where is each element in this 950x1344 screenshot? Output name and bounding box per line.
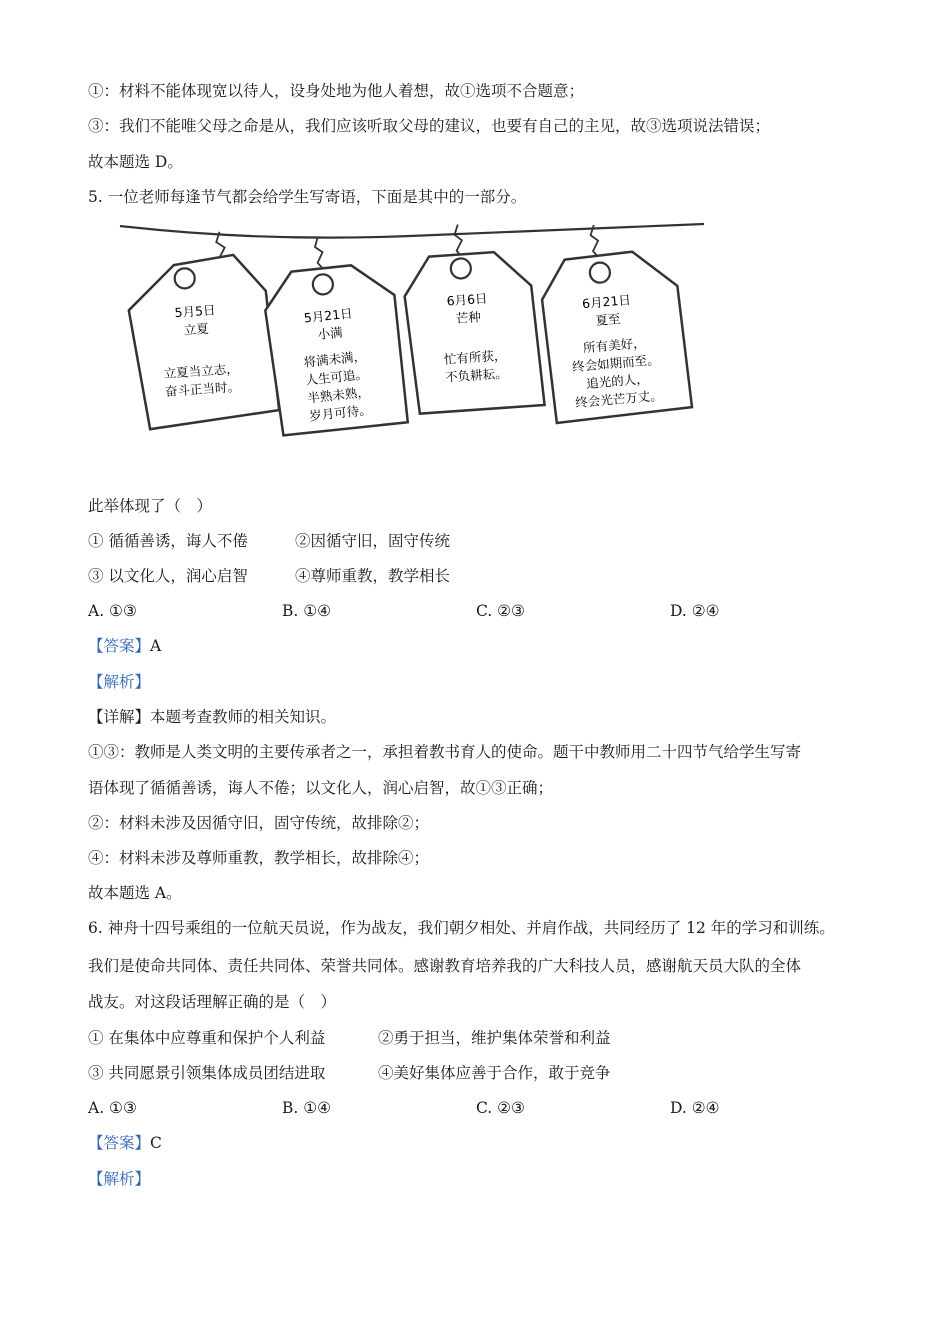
tag-4-date: 6月21日 — [581, 292, 632, 312]
tag-1-line-1: 立夏当立志， — [163, 360, 240, 382]
q6-option-d[interactable]: D. ②④ — [670, 1099, 720, 1117]
q6-option-b[interactable]: B. ①④ — [282, 1099, 332, 1117]
q6-answer — [88, 1132, 162, 1154]
tag-3-line-2: 不负耕耘。 — [444, 365, 509, 385]
q5-statement-3: ③ 以文化人，润心启智 — [88, 567, 248, 585]
tag-2-date: 5月21日 — [303, 305, 354, 326]
intro-line-3: 故本题选 D。 — [88, 153, 183, 171]
q5-explanation-1: ①③：教师是人类文明的主要传承者之一，承担着教书育人的使命。题干中教师用二十四节气给学生写寄 — [88, 743, 802, 761]
q5-option-b[interactable]: B. ①④ — [282, 602, 332, 620]
q5-answer-label: 【答案】 — [88, 637, 151, 655]
q5-answer-value: A — [150, 637, 162, 655]
tag-4-line-1: 所有美好， — [582, 334, 647, 356]
q5-detail-text: 本题考查教师的相关知识。 — [150, 708, 337, 726]
q5-option-a[interactable]: A. ①③ — [88, 602, 137, 620]
q5-explanation-4: ④：材料未涉及尊师重教，教学相长，故排除④； — [88, 849, 430, 867]
tag-3-term: 芒种 — [455, 309, 482, 326]
q6-statement-1: ① 在集体中应尊重和保护个人利益 — [88, 1029, 326, 1047]
q5-statement-4: ④尊师重教，教学相长 — [295, 567, 451, 585]
intro-line-2: ③：我们不能唯父母之命是从，我们应该听取父母的建议，也要有自己的主见，故③选项说法错误； — [88, 117, 771, 135]
q5-answer — [88, 635, 161, 657]
tag-1-term: 立夏 — [183, 320, 210, 338]
intro-line-1: ①：材料不能体现宽以待人，设身处地为他人着想，故①选项不合题意； — [88, 82, 585, 100]
q6-stem-3: 战友。对这段话理解正确的是（ ） — [88, 993, 337, 1011]
q5-explanation-3: ②：材料未涉及因循守旧，固守传统，故排除②； — [88, 814, 430, 832]
q5-explanation-5: 故本题选 A。 — [88, 884, 182, 902]
tag-2-term: 小满 — [316, 324, 344, 343]
q5-stem: 5. 一位老师每逢节气都会给学生写寄语，下面是其中的一部分。 — [88, 188, 527, 206]
tag-xiazhi — [536, 218, 692, 423]
tag-xiaoman — [258, 229, 408, 436]
q6-option-c[interactable]: C. ②③ — [476, 1099, 525, 1117]
solar-term-tags-illustration — [110, 212, 710, 447]
q5-explanation-2: 语体现了循循善诱，诲人不倦；以文化人，润心启智，故①③正确； — [88, 779, 554, 797]
tag-2-line-4: 岁月可待。 — [308, 402, 373, 424]
tag-4-term: 夏至 — [594, 311, 622, 329]
q6-analysis-label: 【解析】 — [88, 1170, 151, 1188]
q5-statement-1: ① 循循善诱，诲人不倦 — [88, 532, 248, 550]
q6-option-a[interactable]: A. ①③ — [88, 1099, 137, 1117]
q5-detail-label: 【详解】 — [88, 708, 151, 726]
tag-3-date: 6月6日 — [446, 290, 488, 309]
tag-4-line-2: 终会如期而至。 — [571, 351, 661, 375]
tag-2-line-2: 人生可追。 — [304, 366, 369, 388]
tag-lixia — [124, 229, 280, 431]
q5-question: 此举体现了（ ） — [88, 497, 213, 515]
q6-statement-3: ③ 共同愿景引领集体成员团结进取 — [88, 1064, 326, 1082]
q6-statement-4: ④美好集体应善于合作，敢于竞争 — [378, 1064, 611, 1082]
tag-2-line-1: 将满未满， — [302, 348, 367, 370]
q6-stem-1: 6. 神舟十四号乘组的一位航天员说，作为战友，我们朝夕相处、并肩作战，共同经历了 12 年的学习和训练。 — [88, 919, 835, 937]
tag-4-line-3: 追光的人， — [585, 370, 650, 392]
q6-statement-2: ②勇于担当，维护集体荣誉和利益 — [378, 1029, 611, 1047]
q5-detail — [88, 706, 336, 728]
tag-1-date: 5月5日 — [174, 302, 216, 321]
q6-stem-2: 我们是使命共同体、责任共同体、荣誉共同体。感谢教育培养我的广大科技人员，感谢航天员大队的全体 — [88, 957, 802, 975]
q6-answer-value: C — [150, 1134, 162, 1152]
q5-analysis-label: 【解析】 — [88, 673, 151, 691]
tag-4-line-4: 终会光芒万丈。 — [574, 387, 664, 411]
q6-answer-label: 【答案】 — [88, 1134, 151, 1152]
tag-3-line-1: 忙有所获， — [443, 347, 507, 367]
q5-option-d[interactable]: D. ②④ — [670, 602, 720, 620]
tag-1-line-2: 奋斗正当时。 — [164, 378, 241, 400]
q5-option-c[interactable]: C. ②③ — [476, 602, 525, 620]
tag-mangzhong — [400, 219, 545, 414]
tag-2-line-3: 半熟未熟， — [306, 384, 371, 406]
q5-statement-2: ②因循守旧，固守传统 — [295, 532, 451, 550]
